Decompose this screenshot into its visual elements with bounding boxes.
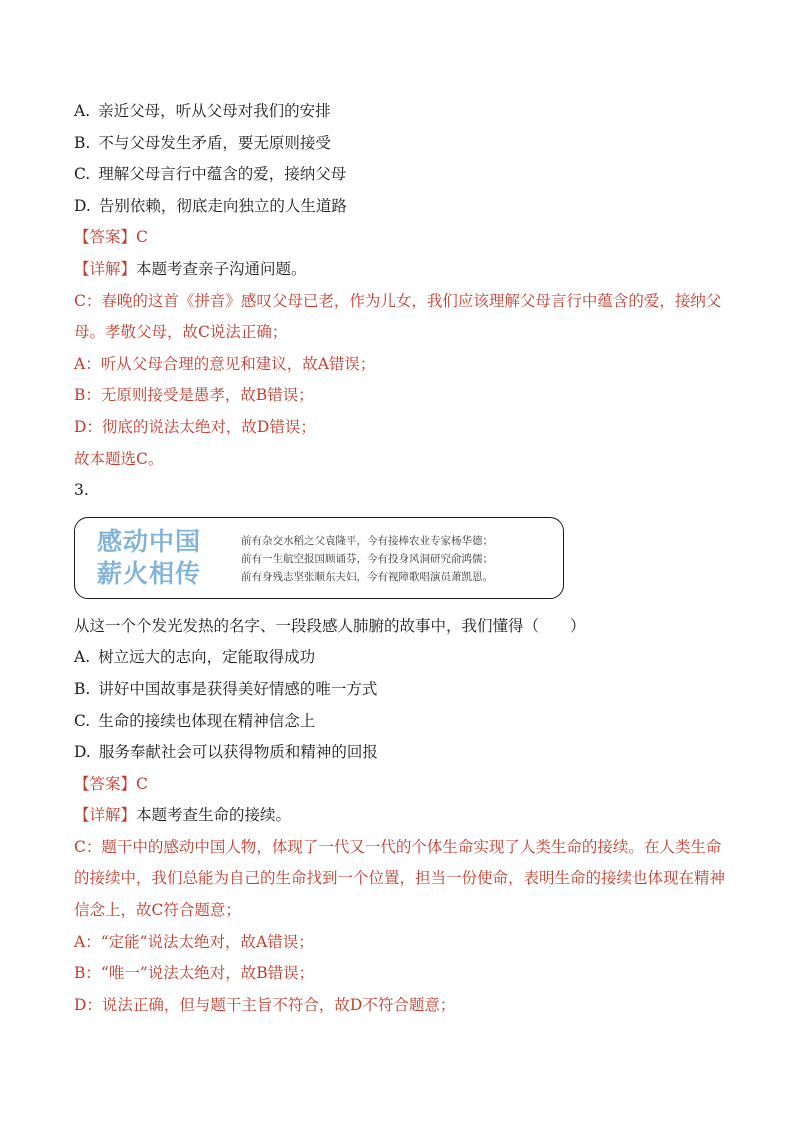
- q3-analysis-a: A：“定能”说法太绝对，故A错误；: [74, 932, 314, 951]
- q3-analysis-b: B：“唯一”说法太绝对，故B错误；: [74, 964, 315, 983]
- q2-analysis-d: D：彻底的说法太绝对，故D错误；: [74, 417, 316, 436]
- q3-option-c: C. 生命的接续也体现在精神信念上: [74, 711, 316, 730]
- q3-option-a: A. 树立远大的志向，定能取得成功: [74, 648, 316, 667]
- document-page: [74, 96, 734, 1021]
- q3-option-d: D. 服务奉献社会可以获得物质和精神的回报: [74, 743, 378, 762]
- q2-option-d: D. 告别依赖，彻底走向独立的人生道路: [74, 196, 347, 215]
- q3-analysis-c: C：题干中的感动中国人物，体现了一代又一代的个体生命实现了人类生命的接续。在人类生命的接续中，我们总能为自己的生命找到一个位置，担当一份使命，表明生命的接续也体现在精神信念上，故C符合题意；: [74, 837, 726, 920]
- q2-analysis-b: B：无原则接受是愚孝，故B错误；: [74, 386, 314, 405]
- q3-option-b: B. 讲好中国故事是获得美好情感的唯一方式: [74, 679, 378, 698]
- image-title: 感动中国 薪火相传: [97, 526, 202, 588]
- q3-analysis-d: D：说法正确，但与题干主旨不符合，故D不符合题意；: [74, 995, 456, 1014]
- q3-stem: 从这一个个发光发热的名字、一段段感人肺腑的故事中，我们懂得（ ）: [74, 616, 586, 635]
- q2-analysis-c: C：春晚的这首《拼音》感叹父母已老，作为儿女，我们应该理解父母言行中蕴含的爱，接纳父母。孝敬父母，故C说法正确；: [74, 291, 722, 342]
- q2-analysis-a: A：听从父母合理的意见和建议，故A错误；: [74, 354, 376, 373]
- q2-option-c: C. 理解父母言行中蕴含的爱，接纳父母: [74, 165, 347, 184]
- q2-option-b: B. 不与父母发生矛盾，要无原则接受: [74, 133, 331, 152]
- image-text: 前有杂交水稻之父袁隆平，今有接棒农业专家杨华德； 前有一生航空报国顾诵芬，今有投身风洞研究俞鸿儒； 前有身残志坚张顺东夫妇，今有视障歌唱演员萧凯恩。: [241, 534, 493, 583]
- q2-answer: 【答案】C: [74, 228, 148, 247]
- q3-detail: 【详解】本题考查生命的接续。: [74, 806, 292, 825]
- q2-conclusion: 故本题选C。: [74, 449, 164, 468]
- q3-image-box: [74, 517, 564, 599]
- q3-answer: 【答案】C: [74, 774, 148, 793]
- q2-option-a: A. 亲近父母，听从父母对我们的安排: [74, 102, 331, 120]
- q2-detail: 【详解】本题考查亲子沟通问题。: [74, 259, 307, 278]
- q3-number: 3.: [74, 481, 89, 500]
